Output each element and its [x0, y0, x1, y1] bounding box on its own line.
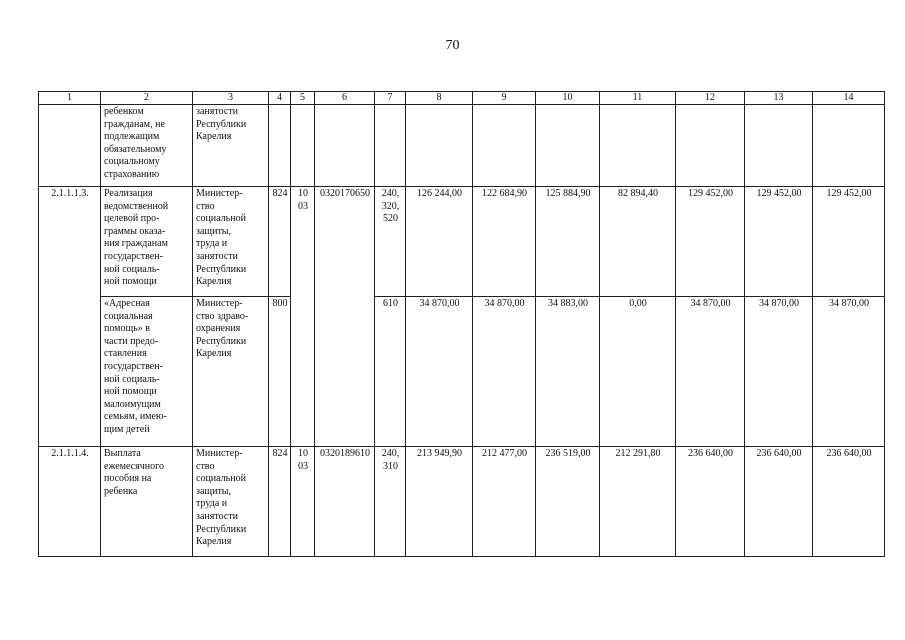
row-name-cell: Реализация ведомственной целевой про- граммы оказа- ния гражданам государствен- ной социаль- ной помощи	[101, 187, 193, 297]
value-cell: 236 640,00	[813, 447, 885, 557]
column-header: 1	[39, 92, 101, 105]
expense-type-cell: 240, 310	[375, 447, 406, 557]
row-code-cell: 2.1.1.1.4.	[39, 447, 101, 557]
value-cell: 34 870,00	[473, 297, 536, 447]
value-cell: 129 452,00	[813, 187, 885, 297]
value-cell: 213 949,90	[406, 447, 473, 557]
column-header: 2	[101, 92, 193, 105]
column-header: 10	[536, 92, 600, 105]
value-cell: 236 640,00	[676, 447, 745, 557]
expense-type-cell: 240, 320, 520	[375, 187, 406, 297]
empty-cell	[375, 105, 406, 187]
column-header: 11	[600, 92, 676, 105]
value-cell: 236 519,00	[536, 447, 600, 557]
row-agency-cell: занятости Республики Карелия	[193, 105, 269, 187]
column-header: 8	[406, 92, 473, 105]
row-code-cell: 2.1.1.1.3.	[39, 187, 101, 447]
grbs-cell: 824	[269, 187, 291, 297]
empty-cell	[315, 105, 375, 187]
value-cell: 212 291,80	[600, 447, 676, 557]
column-header: 13	[745, 92, 813, 105]
value-cell: 34 870,00	[745, 297, 813, 447]
table-row	[39, 187, 885, 297]
row-agency-cell: Министер- ство социальной защиты, труда и занятости Республики Карелия	[193, 187, 269, 297]
column-header: 7	[375, 92, 406, 105]
empty-cell	[406, 105, 473, 187]
value-cell: 125 884,90	[536, 187, 600, 297]
column-header: 9	[473, 92, 536, 105]
grbs-cell: 800	[269, 297, 291, 447]
page-number: 70	[445, 38, 460, 53]
column-header: 14	[813, 92, 885, 105]
column-header: 12	[676, 92, 745, 105]
empty-cell	[813, 105, 885, 187]
row-agency-cell: Министер- ство здраво- охранения Республики Карелия	[193, 297, 269, 447]
value-cell: 0,00	[600, 297, 676, 447]
value-cell: 34 870,00	[676, 297, 745, 447]
column-header: 6	[315, 92, 375, 105]
value-cell: 34 870,00	[406, 297, 473, 447]
value-cell: 212 477,00	[473, 447, 536, 557]
value-cell: 129 452,00	[745, 187, 813, 297]
column-header: 3	[193, 92, 269, 105]
column-header: 4	[269, 92, 291, 105]
value-cell: 82 894,40	[600, 187, 676, 297]
value-cell: 122 684,90	[473, 187, 536, 297]
table-row	[39, 105, 885, 187]
row-name-cell: ребенком гражданам, не подлежащим обязательному социальному страхованию	[101, 105, 193, 187]
target-article-cell: 0320170650	[315, 187, 375, 447]
row-name-cell: «Адресная социальная помощь» в части предо- ставления государствен- ной социаль- ной помощи малоимущим семьям, имею- щим детей	[101, 297, 193, 447]
table-row	[39, 297, 885, 447]
value-cell: 236 640,00	[745, 447, 813, 557]
column-number-row	[39, 92, 885, 105]
empty-cell	[676, 105, 745, 187]
value-cell: 129 452,00	[676, 187, 745, 297]
empty-cell	[291, 105, 315, 187]
section-cell: 10 03	[291, 447, 315, 557]
row-code-cell	[39, 105, 101, 187]
table-row	[39, 447, 885, 557]
section-cell: 10 03	[291, 187, 315, 447]
empty-cell	[473, 105, 536, 187]
value-cell: 34 883,00	[536, 297, 600, 447]
empty-cell	[269, 105, 291, 187]
grbs-cell: 824	[269, 447, 291, 557]
expense-type-cell: 610	[375, 297, 406, 447]
row-agency-cell: Министер- ство социальной защиты, труда и занятости Республики Карелия	[193, 447, 269, 557]
empty-cell	[745, 105, 813, 187]
value-cell: 34 870,00	[813, 297, 885, 447]
empty-cell	[600, 105, 676, 187]
row-name-cell: Выплата ежемесячного пособия на ребенка	[101, 447, 193, 557]
column-header: 5	[291, 92, 315, 105]
empty-cell	[536, 105, 600, 187]
value-cell: 126 244,00	[406, 187, 473, 297]
target-article-cell: 0320189610	[315, 447, 375, 557]
budget-table	[38, 91, 885, 557]
